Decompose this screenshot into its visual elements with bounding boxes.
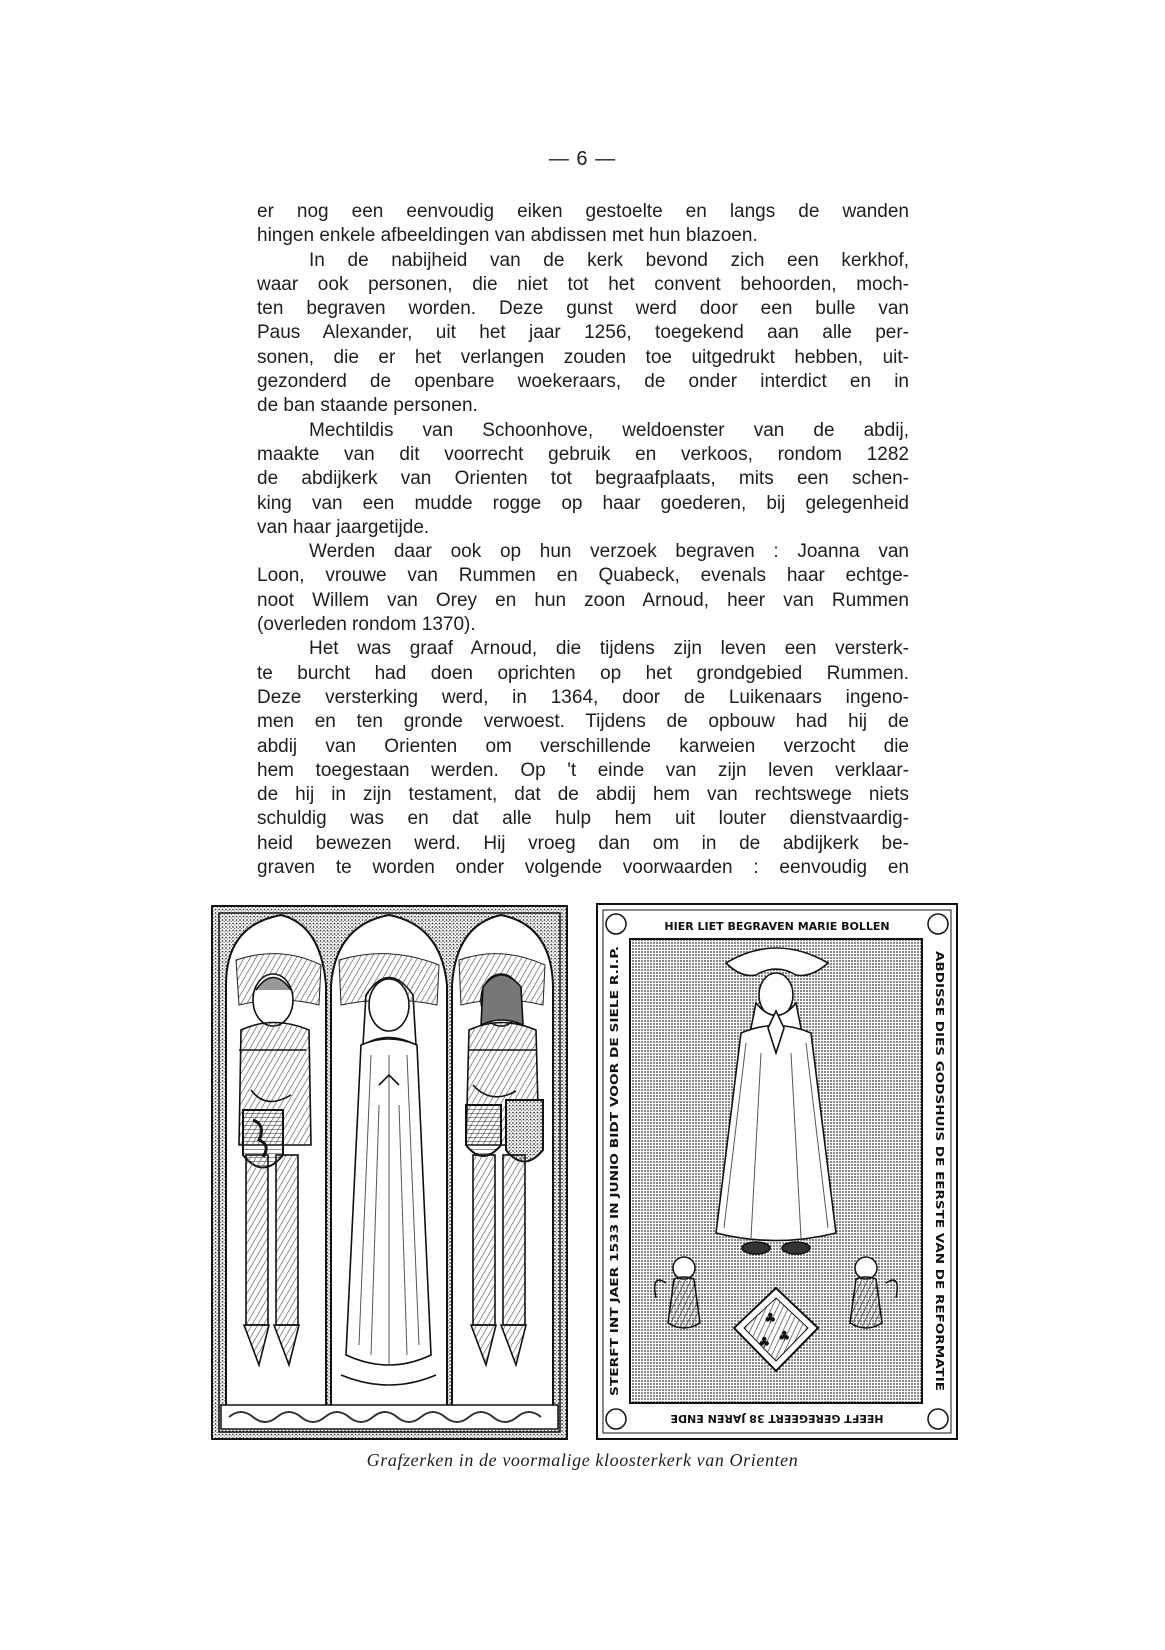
- text-line: de ban staande personen.: [257, 395, 478, 417]
- text-line: waar ook personen, die niet tot het convent behoorden, moch-: [257, 273, 909, 295]
- text-line: Loon, vrouwe van Rummen en Quabeck, evenals haar echtge-: [257, 565, 909, 587]
- text-line: Werden daar ook op hun verzoek begraven : Joanna van: [309, 541, 909, 563]
- text-line: hingen enkele afbeeldingen van abdissen met hun blazoen.: [257, 225, 758, 247]
- text-line: sonen, die er het verlangen zouden toe uitgedrukt hebben, uit-: [257, 346, 909, 368]
- text-line: de hij in zijn testament, dat de abdij hem van rechtswege niets: [257, 784, 909, 806]
- figure-caption: Grafzerken in de voormalige kloosterkerk van Orienten: [366, 1450, 799, 1470]
- inscription-left: STERFT INT JAER 1533 IN JUNIO BIDT VOOR DE SIELE R.I.P.: [608, 1035, 621, 1396]
- inscription-right: ABDISSE DIES GODSHUIS DE EERSTE VAN DE REFORMATIE: [933, 951, 946, 1310]
- svg-text:♣: ♣: [778, 1329, 791, 1345]
- text-line: de abdijkerk van Orienten tot begraafplaats, mits een schen-: [257, 468, 909, 490]
- text-line: noot Willem van Orey en hun zoon Arnoud, heer van Rummen: [257, 589, 909, 611]
- text-line: (overleden rondom 1370).: [257, 614, 476, 636]
- svg-text:♣: ♣: [758, 1335, 771, 1351]
- tombstone-abbess-illustration: [596, 903, 958, 1440]
- text-line: men en ten gronde verwoest. Tijdens de opbouw had hij de: [257, 711, 909, 733]
- inscription-bottom: HEEFT GEREGEERT 38 JAREN ENDE: [670, 1412, 884, 1425]
- page-number: — 6 —: [548, 148, 617, 170]
- tombstone-three-figures-illustration: [211, 905, 568, 1440]
- text-line: heid bewezen werd. Hij vroeg dan om in de abdijkerk be-: [257, 832, 909, 854]
- text-line: In de nabijheid van de kerk bevond zich een kerkhof,: [309, 249, 909, 271]
- svg-text:♣: ♣: [764, 1311, 777, 1327]
- text-line: Paus Alexander, uit het jaar 1256, toegekend aan alle per-: [257, 322, 909, 344]
- text-line: van haar jaargetijde.: [257, 516, 430, 538]
- text-line: abdij van Orienten om verschillende karweien verzocht die: [257, 735, 909, 757]
- text-line: te burcht had doen oprichten op het grondgebied Rummen.: [257, 662, 909, 684]
- text-line: gezonderd de openbare woekeraars, de onder interdict en in: [257, 371, 909, 393]
- text-line: er nog een eenvoudig eiken gestoelte en langs de wanden: [257, 201, 909, 222]
- text-line: hem toegestaan werden. Op 't einde van zijn leven verklaar-: [257, 759, 909, 781]
- text-line: Deze versterking werd, in 1364, door de Luikenaars ingeno-: [257, 686, 909, 708]
- text-line: schuldig was en dat alle hulp hem uit louter dienstvaardig-: [257, 808, 909, 830]
- text-line: graven te worden onder volgende voorwaarden : eenvoudig en: [257, 857, 909, 879]
- text-line: Mechtildis van Schoonhove, weldoenster van de abdij,: [309, 419, 909, 441]
- text-line: king van een mudde rogge op haar goederen, bij gelegenheid: [257, 492, 909, 514]
- text-line: Het was graaf Arnoud, die tijdens zijn leven een versterk-: [309, 638, 909, 660]
- text-line: maakte van dit voorrecht gebruik en verkoos, rondom 1282: [257, 443, 909, 465]
- body-text: [257, 200, 909, 880]
- inscription-top: HIER LIET BEGRAVEN MARIE BOLLEN: [664, 920, 890, 933]
- text-line: ten begraven worden. Deze gunst werd door een bulle van: [257, 298, 909, 320]
